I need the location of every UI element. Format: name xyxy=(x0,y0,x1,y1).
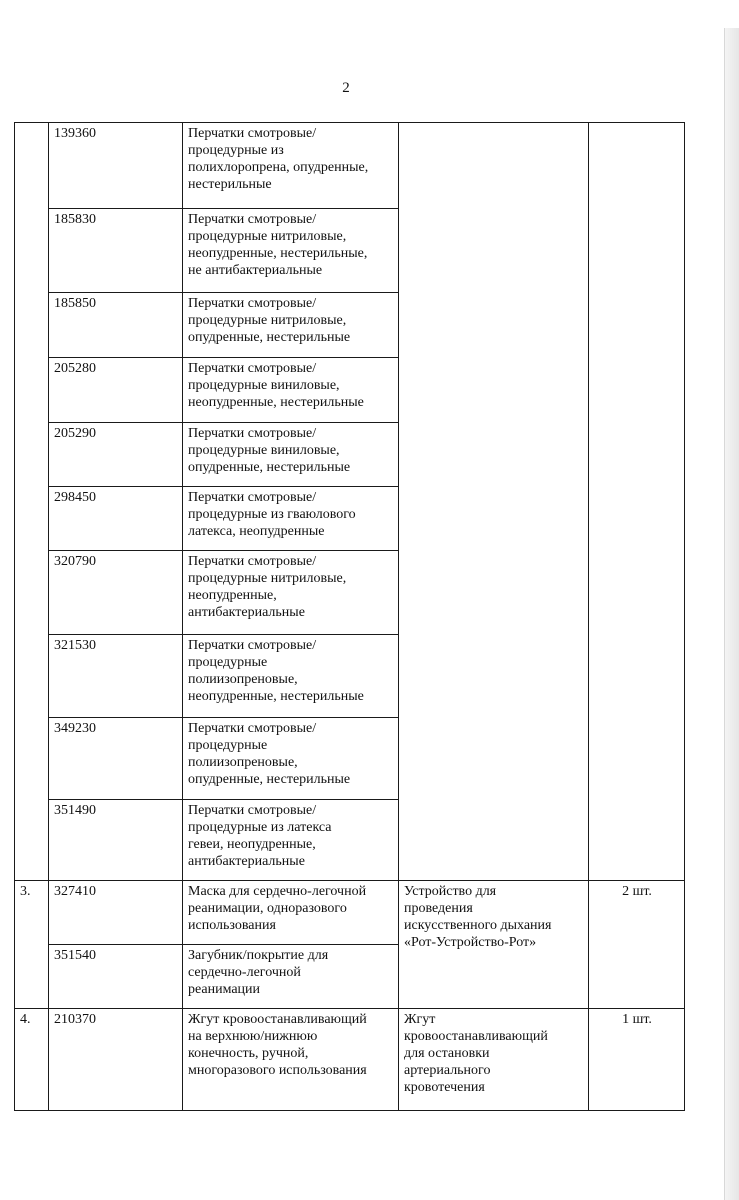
code-cell xyxy=(49,293,183,358)
item-code: 321530 xyxy=(54,638,96,653)
group-cell xyxy=(399,123,589,881)
item-code: 139360 xyxy=(54,126,96,141)
table-row xyxy=(15,881,685,945)
row-number-cell xyxy=(15,123,49,881)
item-code: 205290 xyxy=(54,426,96,441)
name-cell xyxy=(183,293,399,358)
name-cell xyxy=(183,551,399,635)
code-cell xyxy=(49,1009,183,1111)
name-cell xyxy=(183,881,399,945)
table-row xyxy=(15,1009,685,1111)
table-row xyxy=(15,123,685,209)
item-name: Перчатки смотровые/ процедурные нитриловые, неопудренные, нестерильные, не антибактериальные xyxy=(188,212,368,278)
name-cell xyxy=(183,800,399,881)
row-number: 4. xyxy=(20,1012,31,1027)
code-cell xyxy=(49,800,183,881)
name-cell xyxy=(183,945,399,1009)
name-cell xyxy=(183,718,399,800)
page-edge-shadow xyxy=(724,28,739,1200)
item-name: Загубник/покрытие для сердечно-легочной реанимации xyxy=(188,948,329,997)
item-code: 320790 xyxy=(54,554,96,569)
item-code: 351490 xyxy=(54,803,96,818)
item-name: Перчатки смотровые/ процедурные виниловые, неопудренные, нестерильные xyxy=(188,361,364,410)
item-code: 351540 xyxy=(54,948,96,963)
code-cell xyxy=(49,881,183,945)
code-cell xyxy=(49,718,183,800)
item-name: Перчатки смотровые/ процедурные из полихлоропрена, опудренные, нестерильные xyxy=(188,126,369,192)
row-number-cell xyxy=(15,881,49,1009)
equipment-table xyxy=(14,122,685,1111)
item-name: Перчатки смотровые/ процедурные из латекса гевеи, неопудренные, антибактериальные xyxy=(188,803,332,869)
item-name: Перчатки смотровые/ процедурные из гваюлового латекса, неопудренные xyxy=(188,490,356,539)
item-code: 185850 xyxy=(54,296,96,311)
qty-cell xyxy=(589,1009,685,1111)
item-code: 210370 xyxy=(54,1012,96,1027)
group-name: Устройство для проведения искусственного дыхания «Рот-Устройство-Рот» xyxy=(404,884,552,950)
qty-cell xyxy=(589,881,685,1009)
code-cell xyxy=(49,358,183,423)
name-cell xyxy=(183,123,399,209)
code-cell xyxy=(49,423,183,487)
name-cell xyxy=(183,423,399,487)
qty-cell xyxy=(589,123,685,881)
group-name: Жгут кровоостанавливающий для остановки артериального кровотечения xyxy=(404,1012,548,1095)
item-code: 298450 xyxy=(54,490,96,505)
item-name: Перчатки смотровые/ процедурные нитриловые, опудренные, нестерильные xyxy=(188,296,351,345)
code-cell xyxy=(49,123,183,209)
code-cell xyxy=(49,635,183,718)
code-cell xyxy=(49,945,183,1009)
item-name: Перчатки смотровые/ процедурные полиизопреновые, неопудренные, нестерильные xyxy=(188,638,364,704)
code-cell xyxy=(49,487,183,551)
group-cell xyxy=(399,881,589,1009)
group-cell xyxy=(399,1009,589,1111)
quantity: 1 шт. xyxy=(622,1012,652,1027)
item-code: 349230 xyxy=(54,721,96,736)
item-code: 327410 xyxy=(54,884,96,899)
code-cell xyxy=(49,209,183,293)
item-name: Перчатки смотровые/ процедурные нитриловые, неопудренные, антибактериальные xyxy=(188,554,347,620)
row-number: 3. xyxy=(20,884,31,899)
name-cell xyxy=(183,209,399,293)
item-code: 185830 xyxy=(54,212,96,227)
name-cell xyxy=(183,487,399,551)
item-name: Перчатки смотровые/ процедурные полиизопреновые, опудренные, нестерильные xyxy=(188,721,351,787)
item-name: Перчатки смотровые/ процедурные виниловые, опудренные, нестерильные xyxy=(188,426,351,475)
item-name: Маска для сердечно-легочной реанимации, одноразового использования xyxy=(188,884,367,933)
name-cell xyxy=(183,358,399,423)
quantity: 2 шт. xyxy=(622,884,652,899)
item-code: 205280 xyxy=(54,361,96,376)
code-cell xyxy=(49,551,183,635)
name-cell xyxy=(183,1009,399,1111)
row-number-cell xyxy=(15,1009,49,1111)
item-name: Жгут кровоостанавливающий на верхнюю/нижнюю конечность, ручной, многоразового использования xyxy=(188,1012,367,1078)
page-number: 2 xyxy=(342,80,350,96)
name-cell xyxy=(183,635,399,718)
